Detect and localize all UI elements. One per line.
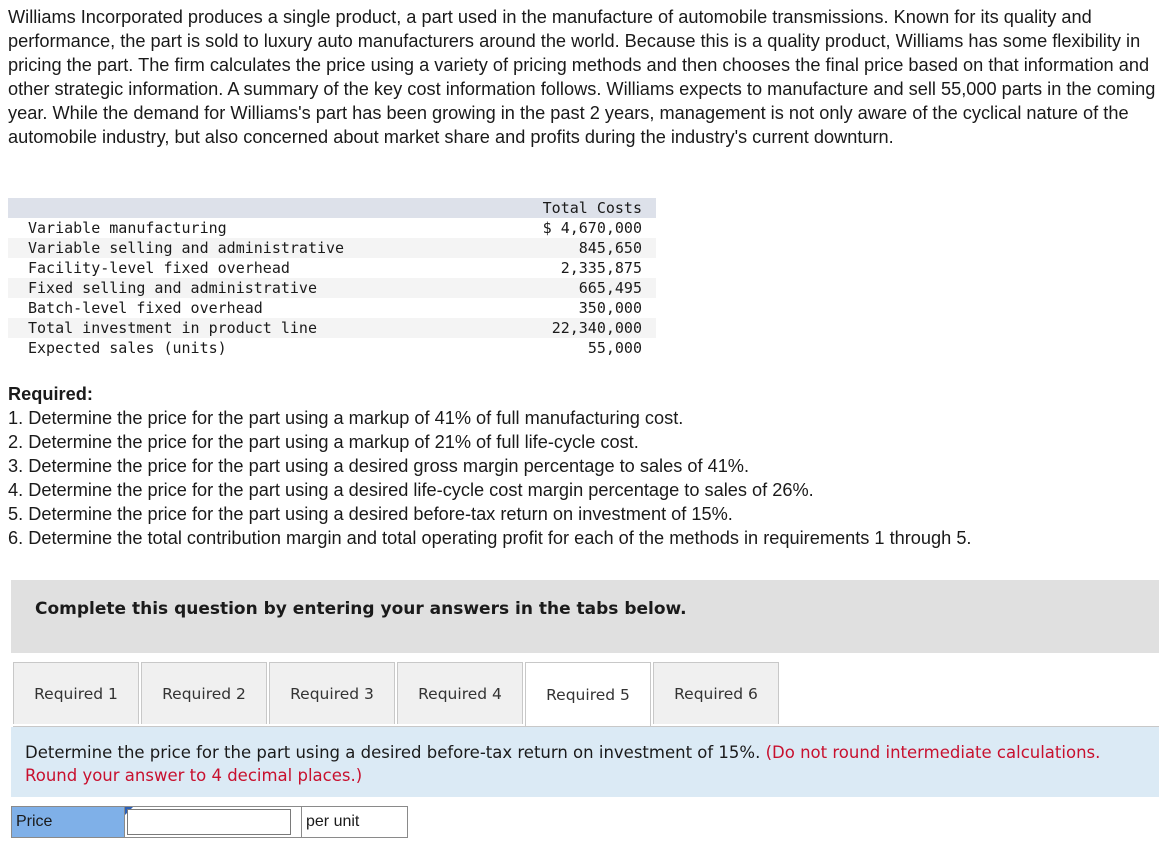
total-costs-header: Total Costs — [498, 198, 656, 218]
requirement-item: 2. Determine the price for the part using a markup of 21% of full life-cycle cost. — [8, 432, 639, 452]
task-instructions-panel — [11, 727, 1159, 797]
row-value: $ 4,670,000 — [542, 219, 642, 237]
row-label: Variable manufacturing — [28, 219, 227, 237]
requirement-tabs — [13, 662, 781, 726]
tab-required-4[interactable]: Required 4 — [397, 662, 523, 724]
row-label: Expected sales (units) — [28, 339, 227, 357]
table-row — [8, 258, 656, 278]
tab-required-5[interactable]: Required 5 — [525, 662, 651, 726]
requirements-list — [8, 382, 1168, 550]
required-heading: Required: — [8, 384, 93, 404]
requirement-item: 4. Determine the price for the part using a desired life-cycle cost margin percentage to sales of 26%. — [8, 480, 814, 500]
row-label: Variable selling and administrative — [8, 238, 498, 258]
table-row — [8, 338, 656, 358]
requirement-item: 1. Determine the price for the part using a markup of 41% of full manufacturing cost. — [8, 408, 684, 428]
row-value: 2,335,875 — [560, 259, 642, 277]
tab-required-3[interactable]: Required 3 — [269, 662, 395, 724]
task-text: Determine the price for the part using a desired before-tax return on investment of 15%. — [25, 743, 761, 762]
requirement-item: 3. Determine the price for the part using a desired gross margin percentage to sales of 41%. — [8, 456, 750, 476]
per-unit-label: per unit — [301, 806, 408, 838]
requirement-item: 5. Determine the price for the part using a desired before-tax return on investment of 15%. — [8, 504, 733, 524]
instruction-banner — [11, 580, 1159, 653]
row-label: Facility-level fixed overhead — [28, 259, 290, 277]
requirement-item: 6. Determine the total contribution margin and total operating profit for each of the methods in requirements 1 through 5. — [8, 528, 972, 548]
table-row — [8, 238, 656, 258]
row-value: 22,340,000 — [498, 318, 656, 338]
table-row — [8, 218, 656, 238]
row-label: Total investment in product line — [8, 318, 498, 338]
tab-required-1[interactable]: Required 1 — [13, 662, 139, 724]
instruction-text: Complete this question by entering your answers in the tabs below. — [35, 599, 687, 619]
row-label: Fixed selling and administrative — [8, 278, 498, 298]
tab-required-2[interactable]: Required 2 — [141, 662, 267, 724]
problem-intro: Williams Incorporated produces a single product, a part used in the manufacture of automobile transmissions. Known for its quality and performance, the part is sold to luxury auto manufacturers around the world. Because this is a quality product, Williams has some flexibility in pricing the part. The firm calculates the price using a variety of pricing methods and then chooses the final price based on that information and other strategic information. A summary of the key cost information follows. Williams expects to manufacture and sell 55,000 parts in the coming year. While the demand for Williams's part has been growing in the past 2 years, management is not only aware of the cyclical nature of the automobile industry, but also concerned about market share and profits during the industry's current downturn. — [8, 7, 1156, 147]
table-row — [8, 278, 656, 298]
rounding-note: (Do not round intermediate calculations. Round your answer to 4 decimal places.) — [25, 743, 1101, 785]
price-input[interactable] — [127, 809, 291, 835]
row-value: 350,000 — [578, 299, 642, 317]
table-row — [8, 298, 656, 318]
cost-summary-table — [8, 198, 656, 358]
row-value: 55,000 — [587, 339, 642, 357]
answer-row — [11, 806, 408, 838]
row-value: 665,495 — [498, 278, 656, 298]
row-value: 845,650 — [498, 238, 656, 258]
price-label: Price — [11, 806, 125, 838]
price-input-cell[interactable] — [125, 806, 301, 838]
row-label: Batch-level fixed overhead — [28, 299, 263, 317]
table-row — [8, 318, 656, 338]
tab-required-6[interactable]: Required 6 — [653, 662, 779, 724]
